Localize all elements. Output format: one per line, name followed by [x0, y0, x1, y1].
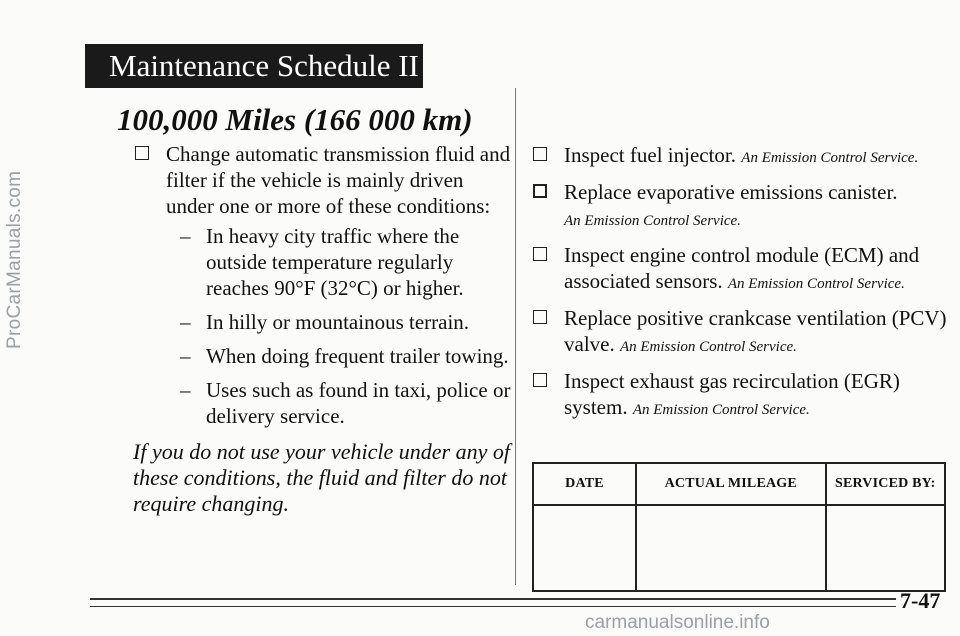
checklist-item-ecm	[531, 242, 951, 297]
page-number: 7-47	[900, 588, 941, 613]
section-banner: Maintenance Schedule II	[85, 44, 423, 88]
checkbox[interactable]	[533, 310, 547, 324]
header-serviced-by: SERVICED BY:	[826, 463, 945, 505]
service-label: An Emission Control Service.	[632, 402, 810, 418]
dash-icon: –	[180, 344, 191, 368]
checklist-item-evap-canister	[531, 179, 951, 234]
item-text: Inspect fuel injector.	[564, 143, 737, 167]
footer-rule-thin	[90, 606, 896, 607]
service-log-table	[532, 462, 946, 592]
left-column	[133, 141, 513, 517]
table-header-row	[533, 463, 945, 505]
condition-text: When doing frequent trailer towing.	[206, 344, 509, 368]
mileage-cell[interactable]	[636, 505, 826, 591]
item-text: Replace evaporative emissions canister.	[564, 180, 898, 204]
checklist-item-fuel-injector	[531, 142, 951, 171]
service-label: An Emission Control Service.	[564, 213, 741, 229]
side-watermark: ProCarManuals.com	[4, 170, 25, 350]
condition-item	[166, 377, 513, 429]
condition-text: Uses such as found in taxi, police or delivery service.	[206, 378, 511, 428]
checkbox[interactable]	[533, 247, 547, 261]
checklist-item-transmission	[133, 141, 513, 429]
checklist-item-pcv	[531, 305, 951, 360]
item-text: Replace positive crankcase ventilation (PCV) valve.	[564, 306, 947, 356]
checkbox[interactable]	[533, 373, 547, 387]
dash-icon: –	[180, 224, 191, 248]
bottom-watermark: carmanualsonline.info	[585, 612, 770, 633]
table-row	[533, 505, 945, 591]
header-actual-mileage: ACTUAL MILEAGE	[636, 463, 826, 505]
dash-icon: –	[180, 378, 191, 402]
checkbox[interactable]	[533, 184, 547, 198]
item-text: Inspect exhaust gas recirculation (EGR) system.	[564, 369, 900, 419]
item-text: Inspect engine control module (ECM) and associated sensors.	[564, 243, 920, 293]
serviced-by-cell[interactable]	[826, 505, 945, 591]
condition-item	[166, 223, 513, 301]
condition-list	[166, 223, 513, 429]
service-label: An Emission Control Service.	[727, 276, 905, 292]
date-cell[interactable]	[533, 505, 636, 591]
condition-item	[166, 343, 513, 369]
note-text: If you do not use your vehicle under any of these conditions, the fluid and filter do not require changing.	[133, 439, 510, 516]
condition-text: In hilly or mountainous terrain.	[206, 310, 470, 334]
mileage-heading: 100,000 Miles (166 000 km)	[117, 102, 473, 137]
checkbox[interactable]	[533, 147, 547, 161]
header-date: DATE	[533, 463, 636, 505]
item-text: Change automatic transmission fluid and filter if the vehicle is mainly driven under one or more of these conditions:	[166, 142, 511, 218]
condition-item	[166, 309, 513, 335]
condition-text: In heavy city traffic where the outside temperature regularly reaches 90°F (32°C) or higher.	[206, 224, 464, 300]
dash-icon: –	[180, 310, 191, 334]
service-label: An Emission Control Service.	[741, 150, 919, 166]
right-column	[531, 142, 951, 431]
service-label: An Emission Control Service.	[619, 339, 797, 355]
footer-rule	[90, 598, 896, 600]
checklist-item-egr	[531, 368, 951, 423]
column-divider	[515, 88, 516, 585]
checkbox[interactable]	[135, 146, 149, 160]
